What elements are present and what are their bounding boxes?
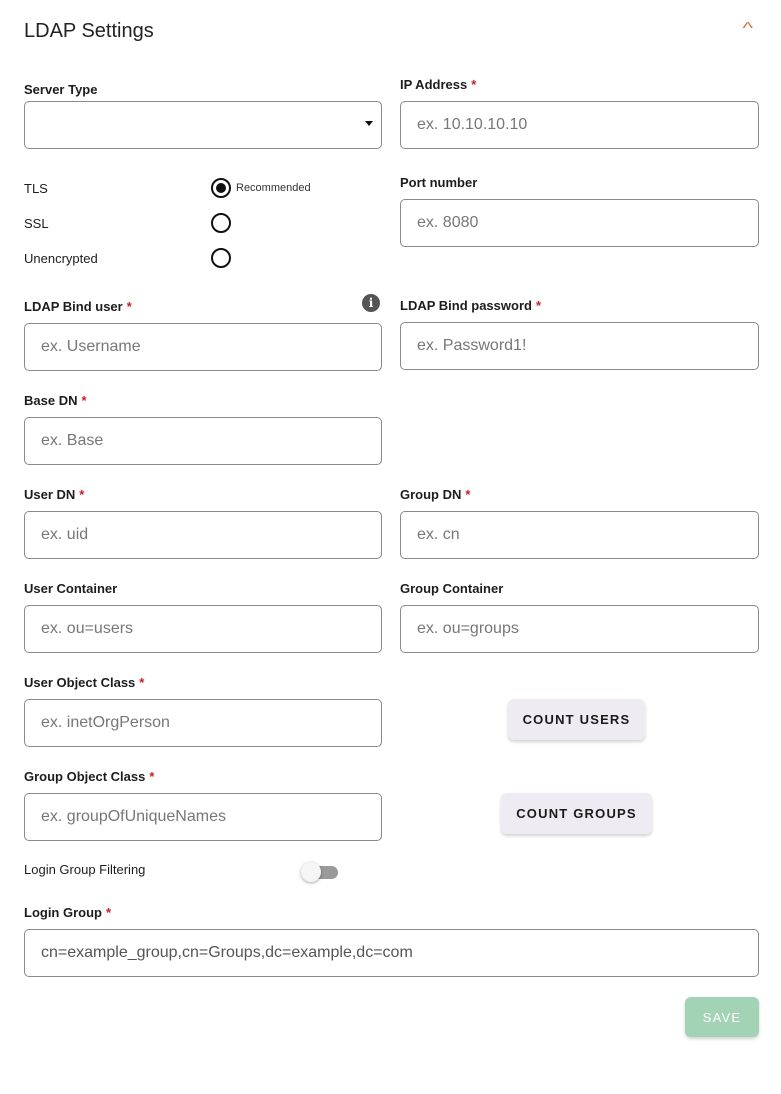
ip-address-input[interactable] <box>400 101 759 149</box>
tls-label: TLS <box>24 181 48 196</box>
group-container-input[interactable] <box>400 605 759 653</box>
unencrypted-label: Unencrypted <box>24 251 98 266</box>
recommended-note: Recommended <box>236 182 311 194</box>
base-dn-input[interactable] <box>24 417 382 465</box>
ssl-label: SSL <box>24 216 49 231</box>
group-object-class-label: Group Object Class * <box>24 769 155 784</box>
login-group-filtering-label: Login Group Filtering <box>24 862 146 877</box>
count-users-button[interactable]: COUNT USERS <box>508 699 645 740</box>
port-input[interactable] <box>400 199 759 247</box>
user-container-input[interactable] <box>24 605 382 653</box>
page-title: LDAP Settings <box>24 20 154 42</box>
server-type-label: Server Type <box>24 82 98 97</box>
user-container-label: User Container <box>24 581 118 596</box>
user-object-class-input[interactable] <box>24 699 382 747</box>
unencrypted-radio[interactable] <box>211 248 231 268</box>
user-dn-label: User DN * <box>24 487 85 502</box>
count-groups-button[interactable]: COUNT GROUPS <box>501 793 652 834</box>
group-container-label: Group Container <box>400 581 504 596</box>
bind-password-label: LDAP Bind password * <box>400 298 542 313</box>
login-group-filtering-toggle[interactable] <box>301 862 339 882</box>
login-group-label: Login Group * <box>24 905 112 920</box>
base-dn-label: Base DN * <box>24 393 87 408</box>
dropdown-arrow-icon <box>365 121 373 126</box>
ssl-radio[interactable] <box>211 213 231 233</box>
info-icon[interactable]: i <box>362 294 380 312</box>
bind-user-input[interactable] <box>24 323 382 371</box>
bind-user-label: LDAP Bind user * <box>24 299 132 314</box>
user-object-class-label: User Object Class * <box>24 675 145 690</box>
user-dn-input[interactable] <box>24 511 382 559</box>
server-type-select[interactable] <box>24 101 382 149</box>
login-group-input[interactable] <box>24 929 759 977</box>
group-dn-label: Group DN * <box>400 487 471 502</box>
bind-password-input[interactable] <box>400 322 759 370</box>
port-label: Port number <box>400 175 478 190</box>
group-dn-input[interactable] <box>400 511 759 559</box>
save-button[interactable]: SAVE <box>685 997 759 1037</box>
ip-label: IP Address * <box>400 77 477 92</box>
chevron-up-icon[interactable]: ^ <box>742 20 754 37</box>
group-object-class-input[interactable] <box>24 793 382 841</box>
tls-radio[interactable] <box>211 178 231 198</box>
